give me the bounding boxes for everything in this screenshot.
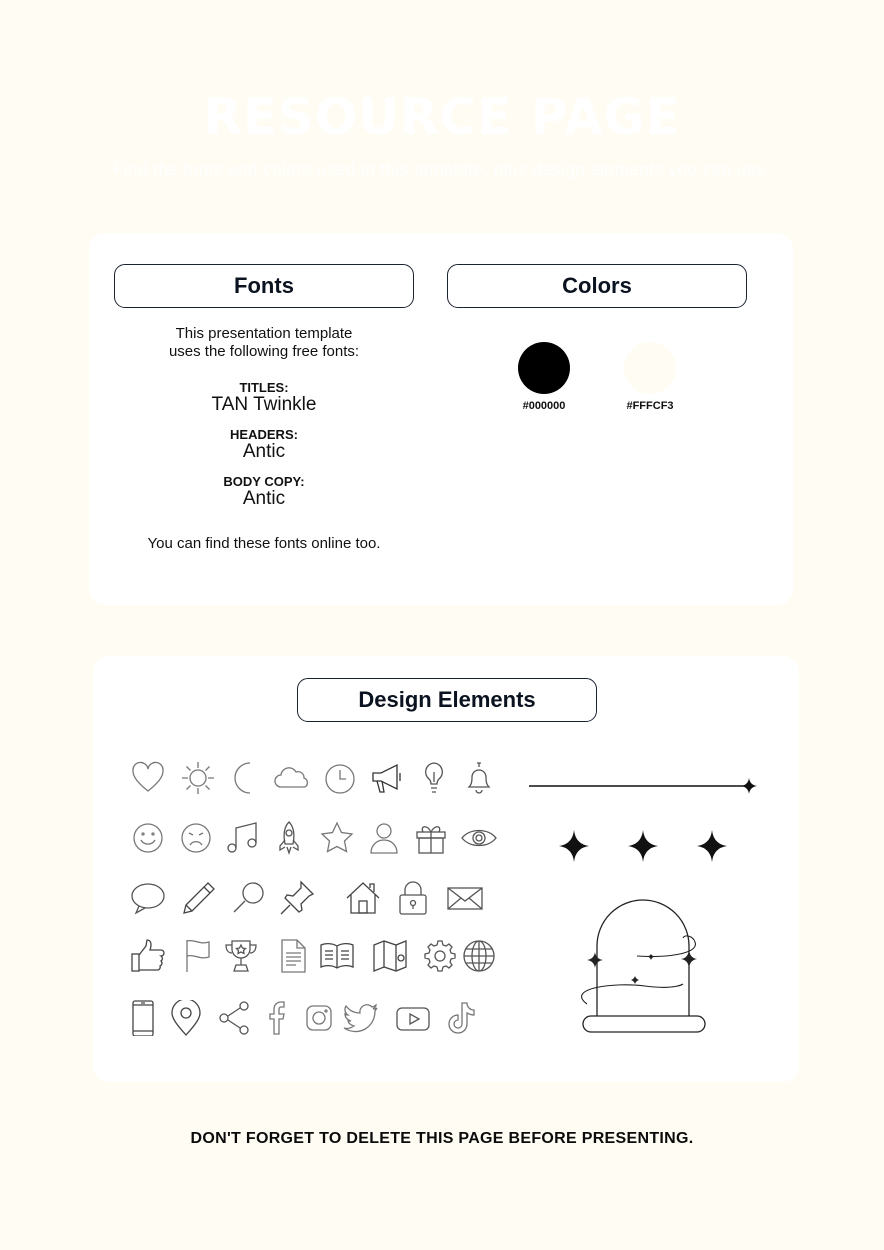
icon-row (125, 820, 497, 860)
star-icon (319, 820, 355, 856)
line-sparkle-divider (527, 774, 759, 798)
user-icon (366, 820, 402, 856)
document-icon (275, 938, 311, 974)
bell-icon (461, 760, 497, 796)
icon-row (125, 1000, 497, 1040)
pencil-icon (181, 880, 217, 916)
colors-heading: Colors (447, 264, 747, 308)
youtube-icon (395, 1000, 431, 1036)
color-hex: #FFFCF3 (626, 400, 674, 412)
globe-icon (461, 938, 497, 974)
megaphone-icon (369, 760, 405, 796)
design-elements-card (93, 656, 799, 1082)
fonts-heading: Fonts (114, 264, 414, 308)
color-hex: #000000 (522, 400, 566, 412)
instagram-icon (301, 1000, 337, 1036)
font-entry-headers (114, 428, 414, 462)
envelope-icon (447, 880, 483, 916)
eye-icon (461, 820, 497, 856)
smartphone-icon (125, 1000, 161, 1036)
font-name: Antic (242, 441, 286, 462)
font-label: HEADERS: (230, 427, 298, 442)
cloud-icon (273, 760, 309, 796)
icon-row (125, 880, 497, 920)
speech-bubble-icon (130, 880, 166, 916)
font-label: BODY COPY: (223, 474, 305, 489)
sad-icon (178, 820, 214, 856)
arch-frame-with-sparkles (575, 890, 715, 1036)
gift-icon (413, 820, 449, 856)
trophy-icon (223, 938, 259, 974)
open-book-icon (319, 938, 355, 974)
font-name: Antic (242, 488, 286, 509)
fonts-footer: You can find these fonts online too. (147, 535, 381, 552)
tiktok-icon (443, 1000, 479, 1036)
color-dot (624, 342, 676, 394)
fonts-intro-line2: uses the following free fonts: (168, 343, 360, 360)
facebook-icon (259, 1000, 295, 1036)
moon-icon (228, 760, 264, 796)
share-icon (217, 1000, 253, 1036)
color-swatch-cream (600, 342, 700, 412)
font-label: TITLES: (239, 380, 289, 395)
magnifier-icon (231, 880, 267, 916)
sun-icon (180, 760, 216, 796)
color-swatch-black (494, 342, 594, 412)
fonts-intro (114, 325, 414, 361)
page-title: RESOURCE PAGE (203, 88, 681, 146)
heart-icon (130, 760, 166, 796)
page-subtitle: Find the fonts and colors used in this template, plus design elements you can use. (112, 160, 772, 179)
three-sparkles (557, 828, 733, 864)
icon-row (125, 938, 497, 978)
fonts-intro-line1: This presentation template (175, 325, 353, 342)
font-name: TAN Twinkle (211, 394, 317, 415)
icon-row (125, 760, 497, 800)
footer-note: DON'T FORGET TO DELETE THIS PAGE BEFORE PRESENTING. (190, 1130, 694, 1147)
font-entry-titles (114, 381, 414, 415)
location-pin-icon (168, 1000, 204, 1036)
font-entry-body (114, 475, 414, 509)
map-icon (372, 938, 408, 974)
twitter-icon (343, 1000, 379, 1036)
rocket-icon (271, 820, 307, 856)
fonts-colors-card (89, 233, 793, 605)
design-elements-heading: Design Elements (297, 678, 597, 722)
fonts-list (114, 325, 414, 552)
pushpin-icon (279, 880, 315, 916)
smile-icon (130, 820, 166, 856)
gear-icon (422, 938, 458, 974)
music-note-icon (225, 820, 261, 856)
clock-icon (322, 760, 358, 796)
flag-icon (180, 938, 216, 974)
color-dot (518, 342, 570, 394)
thumbs-up-icon (130, 938, 166, 974)
padlock-icon (395, 880, 431, 916)
house-icon (345, 880, 381, 916)
lightbulb-icon (416, 760, 452, 796)
